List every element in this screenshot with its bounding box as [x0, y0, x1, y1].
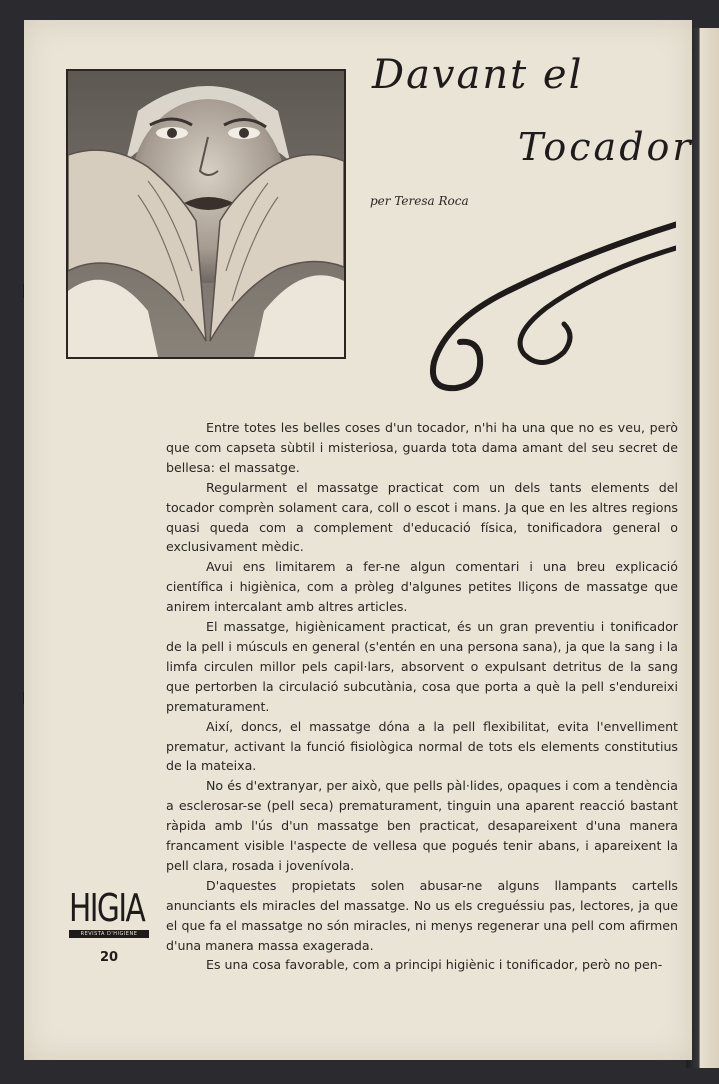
paragraph: Es una cosa favorable, com a principi higiènic i tonificador, però no pen- — [206, 957, 663, 973]
paragraph: Avui ens limitarem a fer-ne algun comentari i una breu explicació científica i higiènica, com a pròleg d'algunes petites lliçons de massatge que anirem intercalant amb altres articles. — [166, 559, 678, 615]
article-title-line1: Davant el — [372, 52, 584, 98]
decorative-flourish-icon — [416, 212, 676, 392]
logo-subtitle: REVISTA D'HIGIENE — [69, 930, 149, 938]
article-byline: per Teresa Roca — [370, 194, 469, 208]
paragraph: No és d'extranyar, per això, que pells pàl·lides, opaques i com a tendència a esclerosar-se (pell seca) prematurament, tinguin una aparent reacció bastant ràpida amb l'ús d'un massatge ben practicat, desapareixent d'una manera francament visible l'aspecte de vellesa que pogués tenir abans, i apareixent la pell clara, rosada i jovenívola. — [166, 778, 678, 873]
paragraph: Així, doncs, el massatge dóna a la pell flexibilitat, evita l'envelliment prematur, activant la funció fisiològica normal de tots els elements constitutius de la mateixa. — [166, 718, 678, 774]
photo-illustration — [68, 71, 344, 357]
page-number: 20 — [100, 950, 119, 965]
paragraph: D'aquestes propietats solen abusar-ne alguns llampants cartells anunciants els miracles del massatge. No us els creguéssiu pas, lectores, ja que el que fa el massatge no són miracles, ni menys regenerar una pell com afirmen d'una manera massa exagerada. — [166, 877, 678, 953]
article-title-line2: Tocador — [518, 125, 694, 169]
face-massage-photo-icon — [66, 69, 346, 359]
magazine-page — [24, 20, 692, 1060]
article-body — [166, 418, 678, 975]
paragraph: El massatge, higiènicament practicat, és un gran preventiu i tonificador de la pell i músculs en general (s'entén en una persona sana), ja que la sang i la limfa circulen millor pels capil·lars, absorvent o expulsant detritus de la sang que pertorben la circulació subcutània, cosa que porta a què la pell s'endureixi prematurament. — [166, 619, 678, 714]
magazine-logo — [69, 888, 149, 940]
logo-name: HIGIA — [69, 886, 145, 930]
paragraph: Entre totes les belles coses d'un tocador, n'hi ha una que no es veu, però que com capseta sùbtil i misteriosa, guarda tota dama amant del seu secret de bellesa: el massatge. — [166, 420, 678, 475]
paragraph: Regularment el massatge practicat com un dels tants elements del tocador comprèn solament cara, coll o escot i mans. Ja que en les altres regions quasi queda com a complement d'educació física, tonificadora general o exclusivament mèdic. — [166, 479, 678, 555]
